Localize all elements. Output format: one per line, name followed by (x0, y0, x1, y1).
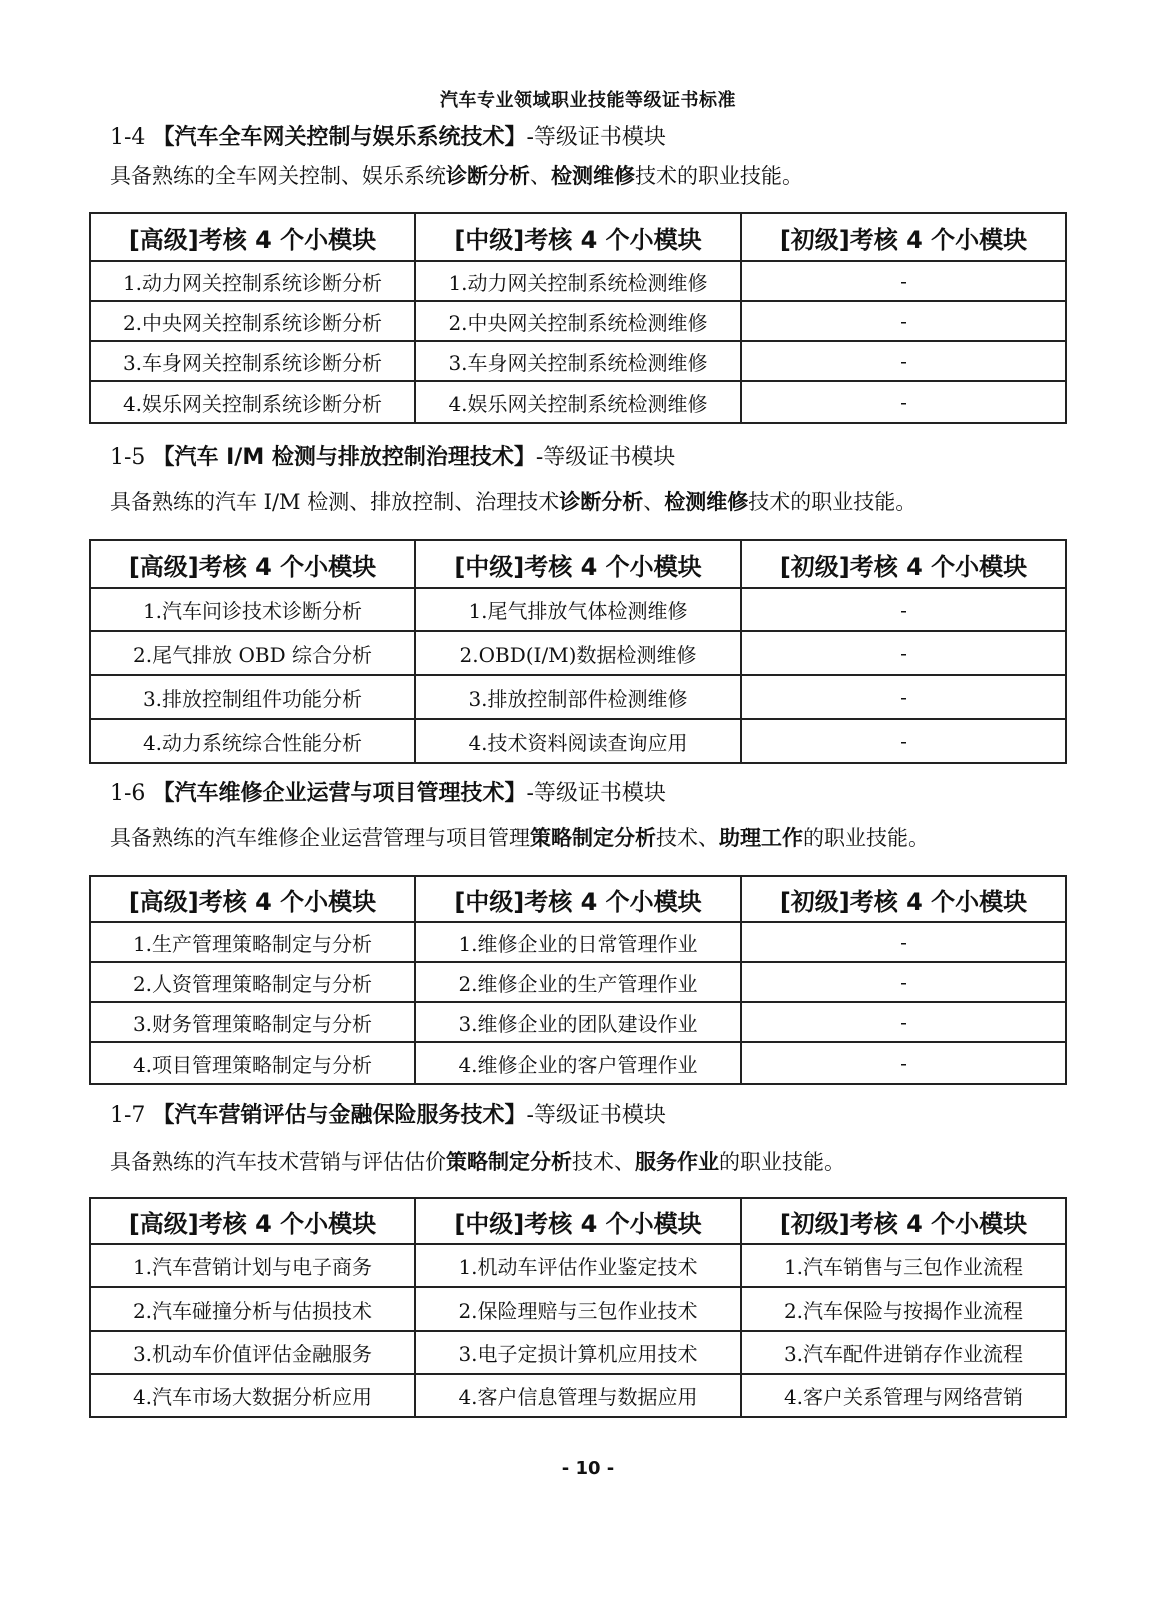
column-header-beginner: [初级]考核 4 个小模块 (741, 540, 1066, 588)
desc-emphasis: 检测维修 (551, 164, 635, 188)
table-cell: 2.汽车碰撞分析与估损技术 (90, 1287, 415, 1331)
column-header-intermediate: [中级]考核 4 个小模块 (415, 540, 741, 588)
section-suffix: -等级证书模块 (526, 781, 666, 806)
table-cell: - (741, 1002, 1066, 1042)
section-code: 1-5 (110, 445, 146, 470)
section-suffix: -等级证书模块 (526, 1103, 666, 1128)
table-cell: 3.财务管理策略制定与分析 (90, 1002, 415, 1042)
section-title: 【汽车维修企业运营与项目管理技术】 (152, 781, 527, 806)
table-cell: 1.汽车问诊技术诊断分析 (90, 588, 415, 631)
table-row (90, 631, 1066, 675)
section-description-1-6 (110, 822, 929, 852)
table-header-row (90, 1198, 1066, 1244)
table-row (90, 1287, 1066, 1331)
table-cell: 4.项目管理策略制定与分析 (90, 1042, 415, 1084)
section-heading-1-6 (110, 776, 666, 807)
page-number: - 10 - (561, 1458, 615, 1479)
table-row (90, 1374, 1066, 1417)
section-code: 1-6 (110, 781, 146, 806)
table-cell: - (741, 261, 1066, 301)
table-cell: - (741, 922, 1066, 962)
section-description-1-4 (110, 160, 803, 190)
desc-text: 具备熟练的汽车维修企业运营管理与项目管理 (110, 826, 530, 850)
desc-text: 、 (530, 164, 551, 188)
section-description-1-7 (110, 1146, 845, 1176)
desc-text: 具备熟练的汽车 I/M 检测、排放控制、治理技术 (110, 490, 560, 514)
table-row (90, 962, 1066, 1002)
desc-emphasis: 策略制定分析 (446, 1150, 572, 1174)
table-cell: 1.动力网关控制系统诊断分析 (90, 261, 415, 301)
table-cell: 4.动力系统综合性能分析 (90, 719, 415, 763)
table-cell: - (741, 631, 1066, 675)
table-row (90, 261, 1066, 301)
table-cell: 1.动力网关控制系统检测维修 (415, 261, 741, 301)
desc-text: 具备熟练的汽车技术营销与评估估价 (110, 1150, 446, 1174)
table-cell: 3.电子定损计算机应用技术 (415, 1331, 741, 1374)
table-cell: 2.中央网关控制系统检测维修 (415, 301, 741, 341)
column-header-beginner: [初级]考核 4 个小模块 (741, 876, 1066, 922)
table-cell: - (741, 675, 1066, 719)
table-cell: 3.车身网关控制系统检测维修 (415, 341, 741, 381)
table-cell: 1.维修企业的日常管理作业 (415, 922, 741, 962)
column-header-beginner: [初级]考核 4 个小模块 (741, 213, 1066, 261)
table-cell: 1.汽车销售与三包作业流程 (741, 1244, 1066, 1287)
table-cell: - (741, 719, 1066, 763)
table-cell: 4.客户信息管理与数据应用 (415, 1374, 741, 1417)
desc-text: 技术、 (572, 1150, 635, 1174)
desc-emphasis: 助理工作 (719, 826, 803, 850)
table-cell: 3.汽车配件进销存作业流程 (741, 1331, 1066, 1374)
table-cell: 4.客户关系管理与网络营销 (741, 1374, 1066, 1417)
section-heading-1-5 (110, 440, 675, 471)
column-header-advanced: [高级]考核 4 个小模块 (90, 540, 415, 588)
section-description-1-5 (110, 486, 916, 516)
section-title: 【汽车营销评估与金融保险服务技术】 (152, 1103, 527, 1128)
desc-emphasis: 诊断分析 (446, 164, 530, 188)
column-header-beginner: [初级]考核 4 个小模块 (741, 1198, 1066, 1244)
table-header-row (90, 540, 1066, 588)
section-code: 1-4 (110, 125, 146, 150)
module-table-1-5 (89, 539, 1067, 764)
table-cell: - (741, 1042, 1066, 1084)
table-cell: 2.维修企业的生产管理作业 (415, 962, 741, 1002)
table-header-row (90, 213, 1066, 261)
table-cell: 4.维修企业的客户管理作业 (415, 1042, 741, 1084)
table-cell: - (741, 381, 1066, 423)
table-cell: 3.机动车价值评估金融服务 (90, 1331, 415, 1374)
table-row (90, 1002, 1066, 1042)
desc-text: 技术、 (656, 826, 719, 850)
section-suffix: -等级证书模块 (526, 125, 666, 150)
table-cell: - (741, 588, 1066, 631)
column-header-advanced: [高级]考核 4 个小模块 (90, 876, 415, 922)
table-cell: 4.技术资料阅读查询应用 (415, 719, 741, 763)
module-table-1-4 (89, 212, 1067, 424)
table-cell: 2.汽车保险与按揭作业流程 (741, 1287, 1066, 1331)
table-row (90, 381, 1066, 423)
table-cell: 2.人资管理策略制定与分析 (90, 962, 415, 1002)
section-code: 1-7 (110, 1103, 146, 1128)
table-cell: 3.车身网关控制系统诊断分析 (90, 341, 415, 381)
desc-text: 技术的职业技能。 (635, 164, 803, 188)
table-row (90, 922, 1066, 962)
desc-text: 的职业技能。 (719, 1150, 845, 1174)
table-cell: 4.汽车市场大数据分析应用 (90, 1374, 415, 1417)
table-row (90, 301, 1066, 341)
section-suffix: -等级证书模块 (535, 445, 676, 470)
table-header-row (90, 876, 1066, 922)
column-header-advanced: [高级]考核 4 个小模块 (90, 213, 415, 261)
table-row (90, 1244, 1066, 1287)
table-row (90, 719, 1066, 763)
desc-text: 技术的职业技能。 (748, 490, 917, 514)
table-row (90, 341, 1066, 381)
column-header-intermediate: [中级]考核 4 个小模块 (415, 1198, 741, 1244)
desc-emphasis: 诊断分析 (559, 490, 644, 514)
desc-text: 的职业技能。 (803, 826, 929, 850)
table-cell: - (741, 301, 1066, 341)
table-cell: - (741, 341, 1066, 381)
page-header: 汽车专业领域职业技能等级证书标准 (440, 90, 736, 111)
desc-emphasis: 检测维修 (664, 490, 749, 514)
table-cell: 3.排放控制部件检测维修 (415, 675, 741, 719)
column-header-advanced: [高级]考核 4 个小模块 (90, 1198, 415, 1244)
table-cell: 2.尾气排放 OBD 综合分析 (90, 631, 415, 675)
table-cell: 1.汽车营销计划与电子商务 (90, 1244, 415, 1287)
table-cell: 3.维修企业的团队建设作业 (415, 1002, 741, 1042)
table-row (90, 1042, 1066, 1084)
table-row (90, 588, 1066, 631)
desc-text: 、 (643, 490, 665, 514)
column-header-intermediate: [中级]考核 4 个小模块 (415, 876, 741, 922)
table-row (90, 675, 1066, 719)
table-cell: 1.生产管理策略制定与分析 (90, 922, 415, 962)
table-cell: 2.中央网关控制系统诊断分析 (90, 301, 415, 341)
table-cell: 2.保险理赔与三包作业技术 (415, 1287, 741, 1331)
table-cell: 1.机动车评估作业鉴定技术 (415, 1244, 741, 1287)
table-cell: 3.排放控制组件功能分析 (90, 675, 415, 719)
section-heading-1-4 (110, 120, 666, 151)
module-table-1-6 (89, 875, 1067, 1085)
desc-emphasis: 策略制定分析 (530, 826, 656, 850)
table-cell: - (741, 962, 1066, 1002)
table-cell: 4.娱乐网关控制系统检测维修 (415, 381, 741, 423)
section-title: 【汽车全车网关控制与娱乐系统技术】 (152, 125, 527, 150)
section-heading-1-7 (110, 1098, 666, 1129)
table-cell: 1.尾气排放气体检测维修 (415, 588, 741, 631)
table-cell: 4.娱乐网关控制系统诊断分析 (90, 381, 415, 423)
desc-emphasis: 服务作业 (635, 1150, 719, 1174)
table-row (90, 1331, 1066, 1374)
module-table-1-7 (89, 1197, 1067, 1418)
section-title: 【汽车 I/M 检测与排放控制治理技术】 (152, 445, 536, 470)
column-header-intermediate: [中级]考核 4 个小模块 (415, 213, 741, 261)
desc-text: 具备熟练的全车网关控制、娱乐系统 (110, 164, 446, 188)
table-cell: 2.OBD(I/M)数据检测维修 (415, 631, 741, 675)
